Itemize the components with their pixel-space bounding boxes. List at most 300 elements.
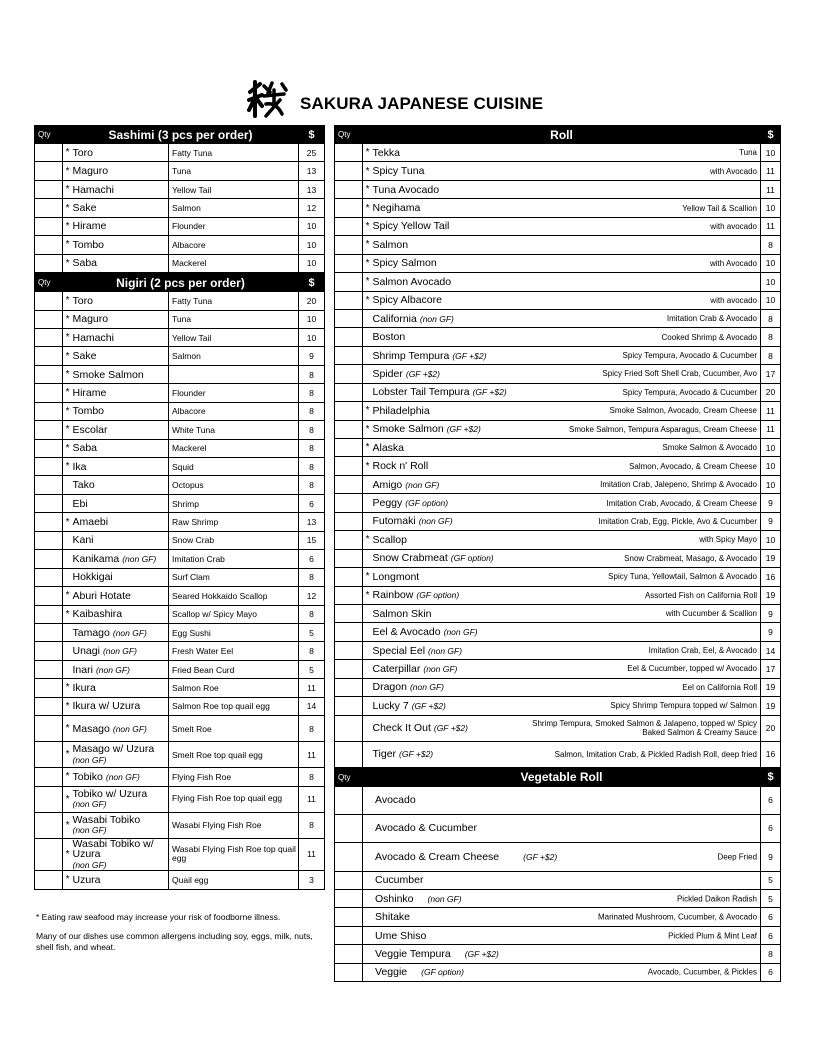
- item-name-cell: [71, 697, 169, 715]
- raw-marker: *: [63, 742, 71, 768]
- qty-box[interactable]: [35, 217, 63, 235]
- item-name-cell: [371, 346, 516, 364]
- item-name-cell: [371, 697, 516, 715]
- item-name: Tuna Avocado: [372, 183, 440, 196]
- raw-marker: [363, 328, 371, 346]
- raw-marker: *: [363, 439, 371, 457]
- item-name-cell: [71, 199, 169, 217]
- qty-box[interactable]: [35, 476, 63, 494]
- item-description: Marinated Mushroom, Cucumber, & Avocado: [597, 912, 758, 922]
- qty-box[interactable]: [335, 568, 363, 586]
- item-description: Seared Hokkaido Scallop: [169, 587, 299, 605]
- item-name-cell: [371, 457, 516, 475]
- menu-row: [35, 531, 325, 549]
- item-description: Smelt Roe top quail egg: [169, 742, 299, 768]
- item-name-cell: [371, 328, 516, 346]
- item-name-cell: [371, 475, 516, 493]
- raw-marker: *: [363, 236, 371, 254]
- qty-box[interactable]: [335, 144, 363, 162]
- item-name: Tako: [72, 479, 95, 492]
- qty-box[interactable]: [335, 420, 363, 438]
- raw-marker: *: [363, 217, 371, 235]
- qty-box[interactable]: [35, 439, 63, 457]
- qty-box[interactable]: [335, 531, 363, 549]
- qty-box[interactable]: [35, 642, 63, 660]
- item-name: Spicy Tuna: [372, 165, 425, 178]
- item-name: Amigo: [372, 478, 403, 491]
- item-note: (GF +$2): [399, 749, 434, 760]
- item-price: 14: [761, 641, 781, 659]
- item-name: Toro: [72, 146, 93, 159]
- qty-box[interactable]: [35, 531, 63, 549]
- vegroll-table: [334, 768, 781, 983]
- item-description: [516, 273, 761, 291]
- item-price: 19: [761, 549, 781, 567]
- item-description: Spicy Shrimp Tempura topped w/ Salmon: [516, 697, 761, 715]
- qty-box[interactable]: [335, 741, 363, 767]
- qty-box[interactable]: [335, 697, 363, 715]
- item-price: 17: [761, 365, 781, 383]
- roll-header: [335, 126, 781, 144]
- menu-row: [335, 908, 781, 926]
- item-note: (GF +$2): [464, 949, 499, 960]
- item-name: California: [372, 312, 417, 325]
- item-note: (GF +$2): [472, 387, 507, 398]
- item-name: Snow Crabmeat: [372, 552, 448, 565]
- item-description: Quail egg: [169, 871, 299, 889]
- item-name: Unagi: [72, 645, 100, 658]
- qty-header: Qty: [35, 126, 63, 144]
- menu-row: [35, 236, 325, 254]
- item-name-cell: [371, 623, 516, 641]
- item-name: Rainbow: [372, 589, 414, 602]
- qty-box[interactable]: [35, 838, 63, 871]
- qty-box[interactable]: [35, 871, 63, 889]
- menu-row: [335, 217, 781, 235]
- item-name: Masago: [72, 722, 110, 735]
- item-description: Fresh Water Eel: [169, 642, 299, 660]
- raw-marker: *: [363, 199, 371, 217]
- item-name-cell: [371, 549, 516, 567]
- item-description: Shrimp: [169, 494, 299, 512]
- raw-marker: *: [363, 162, 371, 180]
- item-price: 10: [299, 328, 325, 346]
- item-name: Avocado & Cucumber: [375, 822, 477, 835]
- item-note: (non GF): [409, 682, 444, 693]
- item-price: 10: [761, 144, 781, 162]
- raw-marker: *: [63, 199, 71, 217]
- item-note: (non GF): [427, 893, 462, 904]
- item-name-cell: [371, 309, 516, 327]
- item-name: Escolar: [72, 423, 108, 436]
- item-description: Flounder: [169, 217, 299, 235]
- raw-marker: [63, 550, 71, 568]
- qty-box[interactable]: [335, 660, 363, 678]
- qty-box[interactable]: [335, 586, 363, 604]
- qty-box[interactable]: [35, 402, 63, 420]
- section-title: Roll: [363, 126, 761, 144]
- qty-box[interactable]: [335, 402, 363, 420]
- qty-box[interactable]: [335, 457, 363, 475]
- item-note: (GF option): [421, 967, 464, 978]
- item-description: Avocado, Cucumber, & Pickles: [647, 967, 758, 977]
- item-name-cell: [71, 568, 169, 586]
- item-name: Boston: [372, 331, 406, 344]
- page-title: SAKURA JAPANESE CUISINE: [300, 94, 544, 113]
- item-description: Snow Crab: [169, 531, 299, 549]
- item-description: with Spicy Mayo: [516, 531, 761, 549]
- item-price: 5: [761, 890, 781, 908]
- qty-box[interactable]: [35, 697, 63, 715]
- menu-row: [35, 347, 325, 365]
- item-name: Shitake: [375, 911, 411, 924]
- item-name: Kaibashira: [72, 608, 123, 621]
- item-name: Ika: [72, 460, 87, 473]
- item-note: (non GF): [95, 664, 130, 675]
- qty-box[interactable]: [335, 963, 363, 981]
- item-name-cell: [71, 236, 169, 254]
- item-name-cell: [71, 768, 169, 786]
- item-description: Wasabi Flying Fish Roe top quail egg: [169, 838, 299, 871]
- qty-box[interactable]: [35, 236, 63, 254]
- item-description: with avocado: [516, 291, 761, 309]
- qty-box[interactable]: [35, 365, 63, 383]
- qty-box[interactable]: [35, 768, 63, 786]
- raw-marker: [63, 660, 71, 678]
- menu-row: [335, 236, 781, 254]
- item-price: 10: [761, 475, 781, 493]
- item-note: (GF +$2): [523, 851, 558, 862]
- qty-box[interactable]: [335, 871, 363, 889]
- item-name-cell: [371, 715, 516, 741]
- qty-box[interactable]: [35, 310, 63, 328]
- qty-box[interactable]: [335, 926, 363, 944]
- item-price: 25: [299, 144, 325, 162]
- item-name: Saba: [72, 257, 98, 270]
- item-name-cell: [71, 550, 169, 568]
- qty-box[interactable]: [35, 716, 63, 742]
- item-description: Spicy Fried Soft Shell Crab, Cucumber, Avo: [516, 365, 761, 383]
- qty-box[interactable]: [335, 623, 363, 641]
- item-price: 8: [299, 812, 325, 838]
- item-description: White Tuna: [169, 421, 299, 439]
- raw-marker: [63, 494, 71, 512]
- qty-box[interactable]: [35, 458, 63, 476]
- qty-box[interactable]: [35, 742, 63, 768]
- raw-marker: [363, 475, 371, 493]
- menu-row: [335, 365, 781, 383]
- item-price: 6: [761, 963, 781, 981]
- menu-row: [35, 679, 325, 697]
- item-price: 17: [761, 660, 781, 678]
- qty-box[interactable]: [335, 475, 363, 493]
- qty-box[interactable]: [35, 384, 63, 402]
- menu-row: [35, 384, 325, 402]
- item-description: Imitation Crab, Egg, Pickle, Avo & Cucumber: [516, 512, 761, 530]
- menu-row: [35, 180, 325, 198]
- item-description: [169, 365, 299, 383]
- item-name-cell: [371, 383, 516, 401]
- item-name: Amaebi: [72, 516, 109, 529]
- qty-box[interactable]: [35, 513, 63, 531]
- qty-box[interactable]: [335, 678, 363, 696]
- raw-marker: [63, 623, 71, 641]
- raw-marker: *: [63, 786, 71, 812]
- menu-row: [335, 926, 781, 944]
- item-name-cell: [71, 605, 169, 623]
- item-name-cell: [371, 273, 516, 291]
- raw-marker: [363, 641, 371, 659]
- qty-box[interactable]: [335, 254, 363, 272]
- menu-row: [35, 812, 325, 838]
- qty-box[interactable]: [335, 715, 363, 741]
- qty-box[interactable]: [35, 421, 63, 439]
- item-name-cell: [371, 162, 516, 180]
- qty-box[interactable]: [335, 291, 363, 309]
- item-note: (non GF): [72, 859, 107, 870]
- qty-box[interactable]: [35, 587, 63, 605]
- item-price: 5: [761, 871, 781, 889]
- menu-row: [335, 842, 781, 871]
- qty-box[interactable]: [335, 439, 363, 457]
- item-name-cell: [371, 604, 516, 622]
- menu-row: [35, 254, 325, 272]
- item-name-cell: [371, 180, 516, 198]
- menu-row: [35, 697, 325, 715]
- item-name-cell: [371, 531, 516, 549]
- qty-box[interactable]: [335, 236, 363, 254]
- qty-box[interactable]: [35, 180, 63, 198]
- item-price: 8: [299, 768, 325, 786]
- item-note: (non GF): [112, 627, 147, 638]
- item-price: 8: [299, 402, 325, 420]
- item-description: Deep Fried: [717, 852, 758, 862]
- item-description: with Avocado: [516, 254, 761, 272]
- raw-marker: *: [363, 291, 371, 309]
- item-name-cell: [71, 660, 169, 678]
- qty-box[interactable]: [335, 273, 363, 291]
- qty-box[interactable]: [335, 890, 363, 908]
- item-description: with Cucumber & Scallion: [516, 604, 761, 622]
- qty-box[interactable]: [35, 623, 63, 641]
- menu-row: [335, 814, 781, 842]
- qty-box[interactable]: [335, 162, 363, 180]
- item-name: Ikura: [72, 681, 96, 694]
- item-description: Smelt Roe: [169, 716, 299, 742]
- raw-marker: *: [63, 180, 71, 198]
- menu-row: [335, 494, 781, 512]
- raw-marker: *: [63, 458, 71, 476]
- item-note: (non GF): [102, 646, 137, 657]
- item-name: Rock n' Roll: [372, 460, 429, 473]
- item-cell: [363, 890, 761, 908]
- qty-box[interactable]: [335, 328, 363, 346]
- item-price: 8: [299, 421, 325, 439]
- raw-marker: *: [63, 716, 71, 742]
- raw-marker: *: [363, 457, 371, 475]
- raw-marker: *: [63, 587, 71, 605]
- item-description: Yellow Tail: [169, 180, 299, 198]
- item-name: Toro: [72, 294, 93, 307]
- qty-box[interactable]: [335, 641, 363, 659]
- item-name: Wasabi Tobiko w/ Uzura: [72, 838, 154, 861]
- qty-box[interactable]: [35, 568, 63, 586]
- menu-row: [335, 512, 781, 530]
- menu-row: [335, 697, 781, 715]
- item-description: Octopus: [169, 476, 299, 494]
- item-name: Hamachi: [72, 331, 114, 344]
- item-note: (GF +$2): [446, 424, 481, 435]
- item-price: 13: [299, 162, 325, 180]
- item-name: Spicy Yellow Tail: [372, 220, 450, 233]
- item-name: Wasabi Tobiko: [72, 813, 141, 826]
- item-name: Sake: [72, 350, 97, 363]
- qty-box[interactable]: [335, 494, 363, 512]
- item-note: (GF +$2): [452, 350, 487, 361]
- raw-marker: *: [63, 402, 71, 420]
- qty-box[interactable]: [335, 180, 363, 198]
- item-description: Smoke Salmon, Tempura Asparagus, Cream Cheese: [516, 420, 761, 438]
- qty-box[interactable]: [335, 842, 363, 871]
- item-name-cell: [371, 641, 516, 659]
- menu-row: [335, 945, 781, 963]
- menu-row: [35, 199, 325, 217]
- item-name-cell: [71, 310, 169, 328]
- item-description: Salmon Roe top quail egg: [169, 697, 299, 715]
- item-description: Shrimp Tempura, Smoked Salmon & Jalapeno, topped w/ Spicy Baked Salmon & Creamy Sauce: [516, 715, 761, 741]
- item-price: 10: [761, 439, 781, 457]
- qty-box[interactable]: [35, 812, 63, 838]
- item-name: Lucky 7: [372, 699, 409, 712]
- item-description: Pickled Daikon Radish: [676, 894, 758, 904]
- raw-marker: *: [63, 217, 71, 235]
- item-description: Salmon, Avocado, & Cream Cheese: [516, 457, 761, 475]
- item-price: 10: [761, 291, 781, 309]
- item-price: 10: [299, 254, 325, 272]
- item-price: 8: [761, 309, 781, 327]
- item-description: [516, 236, 761, 254]
- qty-box[interactable]: [335, 604, 363, 622]
- qty-box[interactable]: [35, 254, 63, 272]
- qty-box[interactable]: [35, 328, 63, 346]
- qty-box[interactable]: [335, 908, 363, 926]
- menu-row: [335, 420, 781, 438]
- qty-box[interactable]: [35, 494, 63, 512]
- item-name-cell: [371, 254, 516, 272]
- qty-box[interactable]: [335, 309, 363, 327]
- menu-row: [35, 310, 325, 328]
- item-name: Hirame: [72, 220, 107, 233]
- item-name: Spider: [372, 367, 403, 380]
- item-name-cell: [371, 144, 516, 162]
- qty-box[interactable]: [35, 679, 63, 697]
- item-description: Mackerel: [169, 254, 299, 272]
- qty-box[interactable]: [335, 814, 363, 842]
- item-price: 6: [299, 550, 325, 568]
- qty-box[interactable]: [35, 144, 63, 162]
- raw-marker: [363, 697, 371, 715]
- menu-row: [335, 660, 781, 678]
- item-price: 11: [299, 742, 325, 768]
- menu-row: [335, 641, 781, 659]
- raw-marker: [363, 365, 371, 383]
- item-note: (non GF): [405, 479, 440, 490]
- item-description: Imitation Crab, Jalepeno, Shrimp & Avocado: [516, 475, 761, 493]
- menu-row: [35, 605, 325, 623]
- qty-box[interactable]: [335, 945, 363, 963]
- item-price: 20: [299, 292, 325, 310]
- raw-marker: [63, 476, 71, 494]
- menu-row: [335, 309, 781, 327]
- raw-marker: *: [63, 439, 71, 457]
- allergen-note: Many of our dishes use common allergens including soy, eggs, milk, nuts, shell fish, and wheat.: [36, 931, 313, 952]
- item-price: 19: [761, 678, 781, 696]
- qty-box[interactable]: [335, 365, 363, 383]
- item-name: Inari: [72, 663, 93, 676]
- qty-header: Qty: [335, 126, 363, 144]
- section-title: Vegetable Roll: [363, 768, 761, 786]
- qty-box[interactable]: [35, 292, 63, 310]
- item-description: Tuna: [516, 144, 761, 162]
- sashimi-table: [34, 125, 325, 273]
- item-note: (GF option): [416, 590, 460, 601]
- item-name-cell: [71, 162, 169, 180]
- item-description: Tuna: [169, 162, 299, 180]
- qty-box[interactable]: [335, 512, 363, 530]
- sakura-logo-icon: [246, 78, 288, 120]
- menu-row: [35, 550, 325, 568]
- right-column: [334, 125, 780, 982]
- item-description: Fatty Tuna: [169, 292, 299, 310]
- item-note: (GF +$2): [433, 723, 468, 734]
- item-name-cell: [71, 439, 169, 457]
- price-header: $: [299, 126, 325, 144]
- item-name: Avocado: [375, 794, 416, 807]
- item-note: (non GF): [72, 799, 107, 810]
- item-name-cell: [371, 199, 516, 217]
- item-description: Fatty Tuna: [169, 144, 299, 162]
- item-price: 11: [299, 786, 325, 812]
- qty-box[interactable]: [35, 162, 63, 180]
- raw-marker: [363, 715, 371, 741]
- item-name: Hirame: [72, 386, 107, 399]
- qty-box[interactable]: [335, 549, 363, 567]
- item-cell: [363, 786, 761, 814]
- qty-box[interactable]: [35, 550, 63, 568]
- item-description: Snow Crabmeat, Masago, & Avocado: [516, 549, 761, 567]
- item-name-cell: [71, 180, 169, 198]
- item-name: Avocado & Cream Cheese: [375, 850, 500, 863]
- qty-box[interactable]: [335, 786, 363, 814]
- qty-box[interactable]: [35, 347, 63, 365]
- item-name-cell: [71, 384, 169, 402]
- qty-box[interactable]: [335, 199, 363, 217]
- qty-box[interactable]: [35, 660, 63, 678]
- qty-box[interactable]: [35, 786, 63, 812]
- menu-row: [335, 180, 781, 198]
- item-price: 8: [299, 476, 325, 494]
- qty-box[interactable]: [35, 605, 63, 623]
- qty-box[interactable]: [335, 346, 363, 364]
- item-name: Peggy: [372, 497, 403, 510]
- qty-box[interactable]: [335, 217, 363, 235]
- header: [0, 78, 816, 120]
- qty-box[interactable]: [35, 199, 63, 217]
- qty-box[interactable]: [335, 383, 363, 401]
- item-description: Albacore: [169, 236, 299, 254]
- sashimi-header: [35, 126, 325, 144]
- item-note: (non GF): [418, 516, 453, 527]
